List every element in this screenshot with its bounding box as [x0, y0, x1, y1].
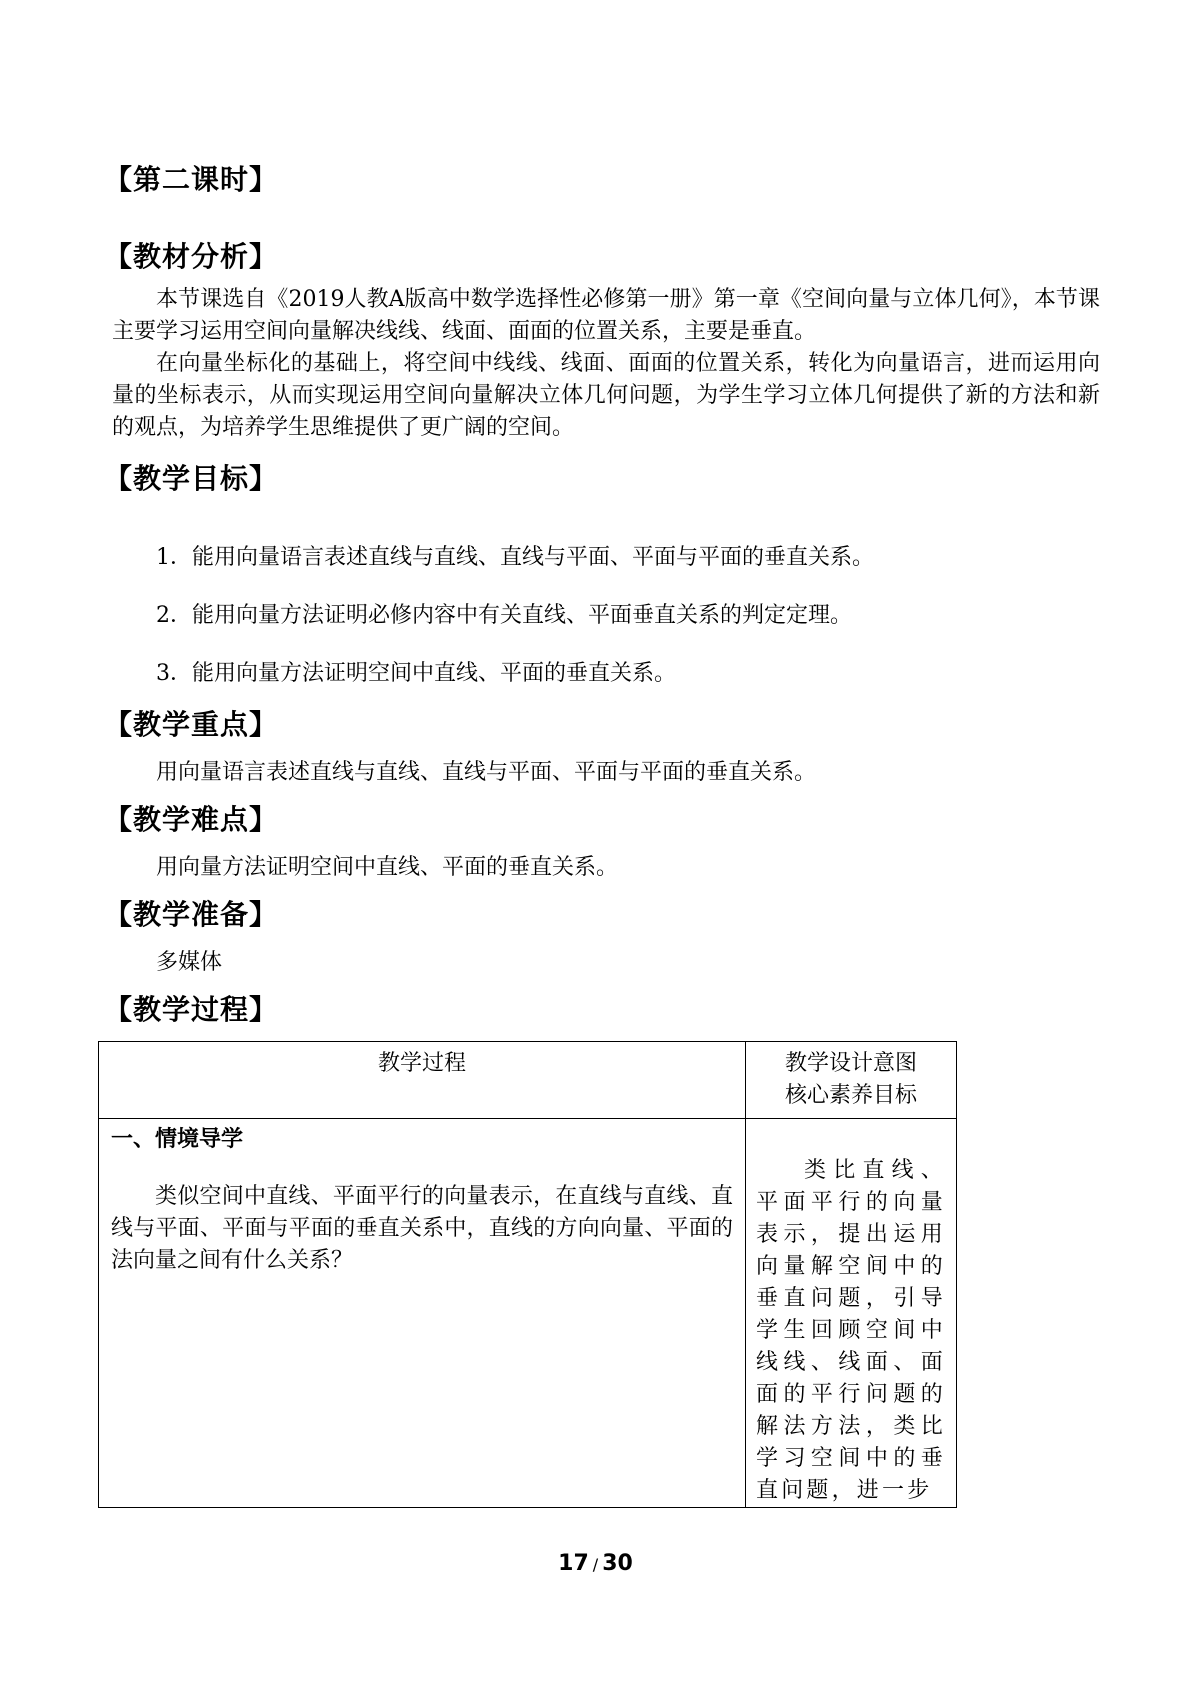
preparation-heading: 【教学准备】: [104, 898, 279, 931]
situation-question: 类似空间中直线、平面平行的向量表示，在直线与直线、直线与平面、平面与平面的垂直关系中，直线的方向向量、平面的法向量之间有什么关系？: [111, 1184, 733, 1273]
current-page: 17: [558, 1551, 589, 1576]
process-cell: [99, 1119, 746, 1508]
table-header-process-label: 教学过程: [377, 1051, 466, 1076]
page-separator: /: [592, 1555, 599, 1574]
lesson-heading: 【第二课时】: [104, 163, 279, 196]
page-number: [0, 1550, 1191, 1579]
process-heading: 【教学过程】: [104, 993, 279, 1026]
analysis-paragraph-2: 在向量坐标化的基础上，将空间中线线、线面、面面的位置关系，转化为向量语言，进而运用向量的坐标表示，从而实现运用空间向量解决立体几何问题，为学生学习立体几何提供了新的方法和新的观点，为培养学生思维提供了更广阔的空间。: [112, 351, 1100, 440]
table-header-process: [99, 1042, 746, 1119]
table-row: [99, 1119, 957, 1508]
table-header-design-label: 教学设计意图: [784, 1051, 917, 1076]
goal-item-3: 3．能用向量方法证明空间中直线、平面的垂直关系。: [156, 661, 676, 686]
key-points-text: 用向量语言表述直线与直线、直线与平面、平面与平面的垂直关系。: [156, 760, 817, 785]
design-cell: [746, 1119, 957, 1508]
total-pages: 30: [602, 1551, 633, 1576]
goal-item-2: 2．能用向量方法证明必修内容中有关直线、平面垂直关系的判定定理。: [156, 603, 852, 628]
analysis-paragraph-1: 本节课选自《2019人教A版高中数学选择性必修第一册》第一章《空间向量与立体几何》，本节课主要学习运用空间向量解决线线、线面、面面的位置关系，主要是垂直。: [112, 287, 1100, 344]
difficulties-heading: 【教学难点】: [104, 803, 279, 836]
goal-item-1: 1．能用向量语言表述直线与直线、直线与平面、平面与平面的垂直关系。: [156, 545, 874, 570]
preparation-text: 多媒体: [156, 950, 223, 975]
design-note: 类比直线、平面平行的向量表示，提出运用向量解空间中的垂直问题，引导学生回顾空间中线线、线面、面面的平行问题的解法方法，类比学习空间中的垂直问题，进一步: [756, 1158, 946, 1503]
table-header-design: [746, 1042, 957, 1119]
table-header-literacy-label: 核心素养目标: [784, 1083, 917, 1108]
key-points-heading: 【教学重点】: [104, 708, 279, 741]
analysis-text: [112, 284, 1100, 444]
analysis-heading: 【教材分析】: [104, 240, 279, 273]
section-title: 一、情境导学: [111, 1127, 244, 1152]
difficulties-text: 用向量方法证明空间中直线、平面的垂直关系。: [156, 855, 619, 880]
goals-heading: 【教学目标】: [104, 462, 279, 495]
teaching-process-table: [98, 1041, 957, 1508]
table-header-row: [99, 1042, 957, 1119]
